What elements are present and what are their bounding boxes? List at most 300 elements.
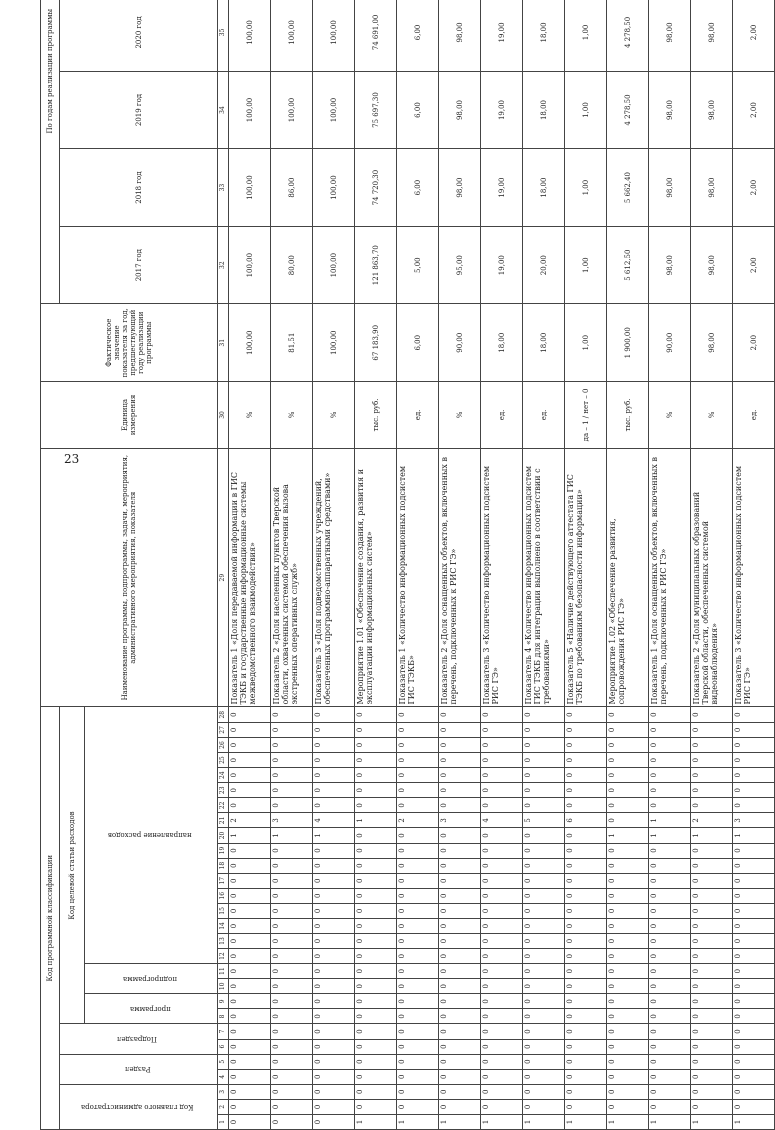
code-digit-cell: 0 [607,753,649,768]
name-column-header: Наименование программы, подпрограммы, задачи, мероприятия, административного мероприятия, показателя [41,448,218,707]
code-digit-cell: 0 [397,994,439,1009]
year-value-cell: 80,00 [271,226,313,304]
year-value-cell: 100,00 [229,226,271,304]
code-digit-cell: 0 [523,783,565,798]
code-digit-cell: 0 [691,737,733,752]
code-digit-cell: 0 [565,964,607,979]
code-digit-cell: 0 [355,858,397,873]
section-header: Раздел [60,1054,218,1084]
column-index-cell: 1 [218,1114,229,1129]
code-digit-cell: 0 [565,722,607,737]
code-digit-cell: 0 [607,1024,649,1039]
code-digit-cell: 0 [481,783,523,798]
code-digit-cell: 0 [523,964,565,979]
code-digit-cell: 0 [397,979,439,994]
code-digit-cell: 0 [523,1084,565,1099]
code-digit-cell: 0 [691,949,733,964]
code-digit-cell: 0 [313,918,355,933]
code-digit-cell: 0 [313,1099,355,1114]
code-digit-cell: 0 [271,722,313,737]
code-digit-cell: 0 [523,1009,565,1024]
code-digit-cell: 0 [481,979,523,994]
code-digit-cell: 0 [649,843,691,858]
code-digit-cell: 0 [313,707,355,722]
code-digit-cell: 5 [523,813,565,828]
code-digit-cell: 0 [397,964,439,979]
code-digit-cell: 0 [607,1084,649,1099]
indicator-name-cell: Показатель 3 «Количество информационных подсистем РИС ГЭ» [733,448,775,707]
classification-header: Код программной классификации [41,707,60,1130]
code-digit-cell: 1 [439,1114,481,1129]
code-digit-cell: 0 [271,783,313,798]
code-digit-cell: 0 [229,918,271,933]
code-digit-cell: 0 [229,873,271,888]
year-value-cell: 74 691,00 [355,0,397,71]
code-digit-cell: 0 [355,707,397,722]
year-value-cell: 2,00 [733,226,775,304]
code-digit-cell: 0 [229,964,271,979]
code-digit-cell: 0 [607,722,649,737]
code-digit-cell: 0 [355,737,397,752]
code-digit-cell: 0 [649,753,691,768]
code-digit-cell: 0 [565,1099,607,1114]
code-digit-cell: 0 [271,768,313,783]
code-digit-cell: 0 [607,798,649,813]
code-digit-cell: 0 [439,783,481,798]
year-value-cell: 2,00 [733,71,775,149]
year-value-cell: 75 697,30 [355,71,397,149]
base-value-cell: 6,00 [397,304,439,382]
code-digit-cell: 4 [481,813,523,828]
code-digit-cell: 0 [397,1039,439,1054]
code-digit-cell: 0 [229,888,271,903]
code-digit-cell: 0 [565,918,607,933]
code-digit-cell: 1 [481,1114,523,1129]
code-digit-cell: 0 [355,1039,397,1054]
code-digit-cell: 0 [271,994,313,1009]
code-digit-cell: 0 [439,707,481,722]
code-digit-cell: 0 [607,737,649,752]
column-index-cell: 34 [218,71,229,149]
code-digit-cell: 1 [229,828,271,843]
code-digit-cell: 0 [271,964,313,979]
code-digit-cell: 0 [733,783,775,798]
column-index-cell: 6 [218,1039,229,1054]
code-digit-cell: 0 [439,1084,481,1099]
code-digit-cell: 0 [397,1054,439,1069]
year-value-cell: 98,00 [439,0,481,71]
code-digit-cell: 0 [649,903,691,918]
code-digit-cell: 0 [649,918,691,933]
code-digit-cell: 0 [313,964,355,979]
unit-cell: % [649,382,691,449]
code-digit-cell: 0 [691,1084,733,1099]
code-digit-cell: 0 [733,1069,775,1084]
code-digit-cell: 0 [313,873,355,888]
code-digit-cell: 0 [523,949,565,964]
table-row [733,0,775,1130]
code-digit-cell: 0 [607,933,649,948]
code-digit-cell: 0 [565,783,607,798]
code-digit-cell: 0 [271,949,313,964]
year-value-cell: 4 278,50 [607,71,649,149]
code-digit-cell: 0 [481,1054,523,1069]
year-value-cell: 98,00 [691,0,733,71]
subsection-header: Подраздел [60,1024,218,1054]
column-index-cell: 35 [218,0,229,71]
unit-cell: ед. [397,382,439,449]
code-digit-cell: 0 [649,722,691,737]
unit-cell: да – 1 / нет – 0 [565,382,607,449]
code-digit-cell: 0 [397,949,439,964]
code-digit-cell: 0 [481,903,523,918]
code-digit-cell: 0 [733,994,775,1009]
code-digit-cell: 1 [649,1114,691,1129]
code-digit-cell: 0 [733,1009,775,1024]
code-digit-cell: 0 [691,1054,733,1069]
code-digit-cell: 0 [691,707,733,722]
code-digit-cell: 0 [313,979,355,994]
indicator-name-cell: Мероприятие 1.01 «Обеспечение создания, развития и эксплуатации информационных систем» [355,448,397,707]
column-index-cell: 10 [218,979,229,994]
code-digit-cell: 0 [229,979,271,994]
program-header: программа [85,994,218,1024]
column-index-cell: 31 [218,304,229,382]
code-digit-cell: 0 [271,1024,313,1039]
year-value-cell: 18,00 [523,0,565,71]
code-digit-cell: 0 [481,722,523,737]
code-digit-cell: 3 [439,813,481,828]
column-index-cell: 5 [218,1054,229,1069]
code-digit-cell: 0 [733,858,775,873]
unit-cell: % [271,382,313,449]
year-value-cell: 18,00 [523,149,565,227]
column-index-cell: 11 [218,964,229,979]
code-digit-cell: 0 [565,828,607,843]
code-digit-cell: 0 [229,1114,271,1129]
code-digit-cell: 0 [481,753,523,768]
year-value-cell: 1,00 [565,71,607,149]
code-digit-cell: 0 [607,858,649,873]
column-index-cell: 17 [218,873,229,888]
code-digit-cell: 0 [691,858,733,873]
year-value-cell: 1,00 [565,226,607,304]
code-digit-cell: 0 [691,1024,733,1039]
code-digit-cell: 0 [397,1099,439,1114]
column-index-cell: 30 [218,382,229,449]
year-value-cell: 100,00 [271,71,313,149]
code-digit-cell: 0 [565,1054,607,1069]
code-digit-cell: 0 [481,798,523,813]
code-digit-cell: 0 [271,933,313,948]
code-digit-cell: 0 [355,949,397,964]
code-digit-cell: 0 [733,843,775,858]
code-digit-cell: 0 [229,707,271,722]
code-digit-cell: 0 [565,873,607,888]
code-digit-cell: 0 [439,1009,481,1024]
code-digit-cell: 1 [523,1114,565,1129]
code-digit-cell: 0 [649,1054,691,1069]
code-digit-cell: 0 [649,858,691,873]
year-value-cell: 5,00 [397,226,439,304]
code-digit-cell: 0 [733,768,775,783]
year-value-cell: 19,00 [481,71,523,149]
code-digit-cell: 0 [271,843,313,858]
code-digit-cell: 0 [355,1024,397,1039]
base-value-cell: 2,00 [733,304,775,382]
code-digit-cell: 0 [313,843,355,858]
code-digit-cell: 0 [355,753,397,768]
year-value-cell: 6,00 [397,149,439,227]
code-digit-cell: 0 [523,768,565,783]
code-digit-cell: 0 [733,903,775,918]
code-digit-cell: 6 [565,813,607,828]
code-digit-cell: 0 [649,1039,691,1054]
code-digit-cell: 0 [481,888,523,903]
code-digit-cell: 0 [565,843,607,858]
base-value-cell: 100,00 [229,304,271,382]
code-digit-cell: 0 [565,949,607,964]
column-index-cell: 19 [218,843,229,858]
code-digit-cell: 0 [481,737,523,752]
code-digit-cell: 3 [271,813,313,828]
code-digit-cell: 0 [439,903,481,918]
code-digit-cell: 0 [733,707,775,722]
year-value-cell: 98,00 [649,226,691,304]
code-digit-cell: 0 [565,1069,607,1084]
code-digit-cell: 0 [355,828,397,843]
code-digit-cell: 0 [649,873,691,888]
code-digit-cell: 0 [607,918,649,933]
code-digit-cell: 0 [607,964,649,979]
code-digit-cell: 0 [397,828,439,843]
code-digit-cell: 0 [271,873,313,888]
code-digit-cell: 0 [229,933,271,948]
years-group-header: По годам реализации программы [41,0,60,304]
code-digit-cell: 0 [229,768,271,783]
code-digit-cell: 0 [733,979,775,994]
column-index-cell: 2 [218,1099,229,1114]
code-digit-cell: 0 [439,888,481,903]
code-digit-cell: 0 [271,1099,313,1114]
code-digit-cell: 1 [355,813,397,828]
code-digit-cell: 0 [691,964,733,979]
column-index-cell: 28 [218,707,229,722]
code-digit-cell: 0 [523,888,565,903]
base-value-cell: 90,00 [649,304,691,382]
code-digit-cell: 0 [733,918,775,933]
code-digit-cell: 0 [313,1069,355,1084]
code-digit-cell: 0 [607,873,649,888]
code-digit-cell: 0 [649,1084,691,1099]
year-value-cell: 100,00 [313,149,355,227]
code-digit-cell: 0 [397,753,439,768]
code-digit-cell: 0 [397,722,439,737]
table-row [313,0,355,1130]
code-digit-cell: 0 [691,873,733,888]
year-value-cell: 74 720,30 [355,149,397,227]
code-digit-cell: 0 [607,707,649,722]
code-digit-cell: 0 [439,1069,481,1084]
base-value-cell: 81,51 [271,304,313,382]
code-digit-cell: 0 [355,1009,397,1024]
code-digit-cell: 0 [313,783,355,798]
year-value-cell: 18,00 [523,71,565,149]
code-digit-cell: 0 [229,1084,271,1099]
code-digit-cell: 0 [313,933,355,948]
code-digit-cell: 0 [439,1054,481,1069]
code-digit-cell: 0 [523,979,565,994]
code-digit-cell: 0 [313,722,355,737]
code-digit-cell: 1 [271,828,313,843]
table-row [691,0,733,1130]
code-digit-cell: 0 [229,903,271,918]
code-digit-cell: 0 [397,1024,439,1039]
base-value-cell: 90,00 [439,304,481,382]
code-digit-cell: 0 [733,737,775,752]
code-digit-cell: 0 [523,933,565,948]
code-digit-cell: 0 [439,994,481,1009]
code-digit-cell: 0 [271,918,313,933]
base-value-cell: 98,00 [691,304,733,382]
code-digit-cell: 0 [523,707,565,722]
code-digit-cell: 0 [229,994,271,1009]
code-digit-cell: 0 [607,1039,649,1054]
code-digit-cell: 3 [733,813,775,828]
code-digit-cell: 0 [313,798,355,813]
code-digit-cell: 1 [733,1114,775,1129]
subprogram-header: подпрограмма [85,964,218,994]
code-digit-cell: 0 [397,843,439,858]
code-digit-cell: 0 [271,888,313,903]
code-digit-cell: 0 [649,1024,691,1039]
code-digit-cell: 0 [691,1009,733,1024]
unit-column-header: Единица измерения [41,382,218,449]
code-digit-cell: 0 [313,1024,355,1039]
code-digit-cell: 0 [397,933,439,948]
rotated-table-page [40,0,758,1130]
base-value-cell: 18,00 [481,304,523,382]
code-digit-cell: 0 [313,949,355,964]
code-digit-cell: 0 [733,949,775,964]
indicators-table [40,0,775,1130]
column-index-cell: 15 [218,903,229,918]
indicator-name-cell: Показатель 4 «Количество информационных подсистем ГИС ТЭКБ для интеграции выполнено в соответствии с требованиями» [523,448,565,707]
code-digit-cell: 0 [271,1114,313,1129]
target-article-header: Код целевой статьи расходов [60,707,85,1024]
column-index-cell: 3 [218,1084,229,1099]
indicators-body [229,0,775,1130]
column-index-cell: 18 [218,858,229,873]
code-digit-cell: 0 [523,753,565,768]
code-digit-cell: 0 [313,1084,355,1099]
column-index-cell: 27 [218,722,229,737]
code-digit-cell: 0 [607,843,649,858]
code-digit-cell: 0 [523,828,565,843]
year-value-cell: 100,00 [313,0,355,71]
code-digit-cell: 0 [481,1084,523,1099]
indicator-name-cell: Показатель 2 «Доля населенных пунктов Тверской области, охваченных системой обеспечения вызова экстренных оперативных служб» [271,448,313,707]
code-digit-cell: 1 [397,1114,439,1129]
year-value-cell: 2,00 [733,149,775,227]
table-row [523,0,565,1130]
code-digit-cell: 0 [733,1039,775,1054]
code-digit-cell: 0 [439,858,481,873]
year-value-cell: 100,00 [313,71,355,149]
code-digit-cell: 0 [229,1099,271,1114]
code-digit-cell: 0 [607,1069,649,1084]
code-digit-cell: 0 [481,768,523,783]
code-digit-cell: 0 [271,753,313,768]
code-digit-cell: 0 [607,1099,649,1114]
column-index-cell: 25 [218,753,229,768]
year-value-cell: 98,00 [649,71,691,149]
code-digit-cell: 0 [523,918,565,933]
code-digit-cell: 0 [649,1069,691,1084]
code-digit-cell: 0 [397,873,439,888]
year-value-cell: 2,00 [733,0,775,71]
code-digit-cell: 0 [649,798,691,813]
indicator-name-cell: Показатель 1 «Количество информационных подсистем ГИС ТЭКБ» [397,448,439,707]
code-digit-cell: 0 [271,1039,313,1054]
year-value-cell: 86,00 [271,149,313,227]
code-digit-cell: 2 [229,813,271,828]
code-digit-cell: 1 [313,828,355,843]
code-digit-cell: 0 [691,918,733,933]
code-digit-cell: 0 [733,873,775,888]
code-digit-cell: 0 [355,768,397,783]
code-digit-cell: 0 [565,994,607,1009]
year-value-cell: 20,00 [523,226,565,304]
code-digit-cell: 0 [565,1084,607,1099]
year-value-cell: 98,00 [439,71,481,149]
column-index-cell: 13 [218,933,229,948]
table-row [481,0,523,1130]
unit-cell: % [313,382,355,449]
year-value-cell: 1,00 [565,149,607,227]
code-digit-cell: 0 [313,903,355,918]
code-digit-cell: 0 [481,843,523,858]
year-value-cell: 121 863,70 [355,226,397,304]
code-digit-cell: 0 [313,1114,355,1129]
code-digit-cell: 0 [481,1024,523,1039]
unit-cell: тыс. руб. [607,382,649,449]
code-digit-cell: 0 [649,933,691,948]
code-digit-cell: 1 [691,828,733,843]
code-digit-cell: 0 [523,858,565,873]
code-digit-cell: 0 [607,783,649,798]
column-index-row [218,0,229,1130]
code-digit-cell: 0 [271,979,313,994]
code-digit-cell: 0 [271,1054,313,1069]
column-index-cell: 20 [218,828,229,843]
code-digit-cell: 4 [313,813,355,828]
code-digit-cell: 0 [313,1054,355,1069]
code-digit-cell: 0 [439,753,481,768]
code-digit-cell: 0 [565,707,607,722]
code-digit-cell: 0 [649,888,691,903]
code-digit-cell: 0 [271,1009,313,1024]
code-digit-cell: 0 [649,707,691,722]
code-digit-cell: 0 [439,843,481,858]
code-digit-cell: 0 [355,979,397,994]
code-digit-cell: 0 [733,1099,775,1114]
unit-cell: % [691,382,733,449]
code-digit-cell: 0 [691,843,733,858]
code-digit-cell: 0 [523,798,565,813]
code-digit-cell: 0 [691,753,733,768]
year-value-cell: 6,00 [397,0,439,71]
